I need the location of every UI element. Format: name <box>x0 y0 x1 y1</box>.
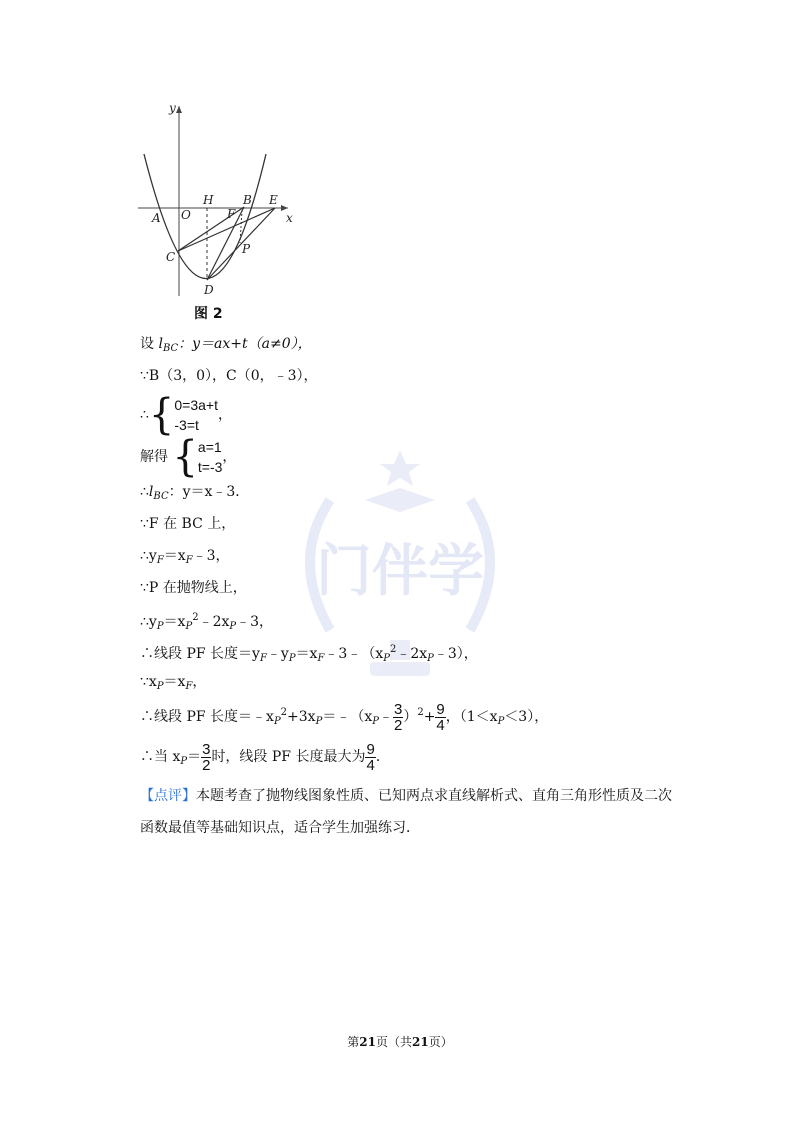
solution-line-6: ∵F 在 BC 上， <box>140 516 236 532</box>
label-B: B <box>243 193 252 207</box>
solution-line-13: ∴当 $x_P=$ $\frac{3}{2}$ 时，线段 PF 长度最大为 $\frac{9}{4}$ ． <box>140 740 390 774</box>
solution-line-5: $\therefore l_{BC}$：y＝x﹣3． <box>140 484 250 502</box>
label-C: C <box>166 250 176 264</box>
label-A: A <box>152 211 161 225</box>
label-F: F <box>227 207 236 221</box>
comment-line-1: 【点评】本题考查了抛物线图象性质、已知两点求直线解析式、直角三角形性质及二次 <box>140 788 672 804</box>
svg-text:门伴学: 门伴学 <box>316 539 484 604</box>
comment-line-2: 函数最值等基础知识点，适合学生加强练习． <box>140 820 420 836</box>
solution-line-4: 解得 {a=1 t=-3， <box>140 432 237 482</box>
solution-line-1: 设 $l_{BC}$：y＝ax+t（a≠0）， <box>140 336 312 354</box>
parabola-figure <box>130 98 300 298</box>
label-y: y <box>169 101 176 115</box>
label-O: O <box>181 208 191 222</box>
label-E: E <box>269 193 278 207</box>
solution-line-11: $\because x_P=x_F$， <box>140 674 207 692</box>
label-H: H <box>203 193 214 207</box>
label-P: P <box>242 242 251 256</box>
solution-line-7: $\therefore y_F=x_F﹣3$， <box>140 548 230 566</box>
solution-line-2: ∵B（3，0），C（0，﹣3）， <box>140 368 318 384</box>
figure-caption: 图 2 <box>194 306 223 322</box>
page-footer: 第21页（共21页） <box>347 1035 453 1049</box>
solution-line-8: ∵P 在抛物线上， <box>140 580 247 596</box>
label-x: x <box>286 211 293 225</box>
solution-line-10: ∴线段 PF 长度$=y_F﹣y_P=x_F﹣3﹣(x_P^2﹣2x_P﹣3)$， <box>140 644 478 664</box>
label-D: D <box>204 283 214 297</box>
solution-line-3: ∴{0=3a+t -3=t， <box>140 390 232 440</box>
solution-line-9: $\therefore y_P=x_P^2﹣2x_P﹣3$， <box>140 612 274 632</box>
solution-line-12: ∴线段 PF 长度$=﹣x_P^2+3x_P=﹣(x_P﹣$ $\frac{3}{2}$ ）$^2$+ $\frac{9}{4}$ ，$(1<x_P<3)$， <box>140 700 549 734</box>
comment-tag: 【点评】 <box>140 788 196 804</box>
